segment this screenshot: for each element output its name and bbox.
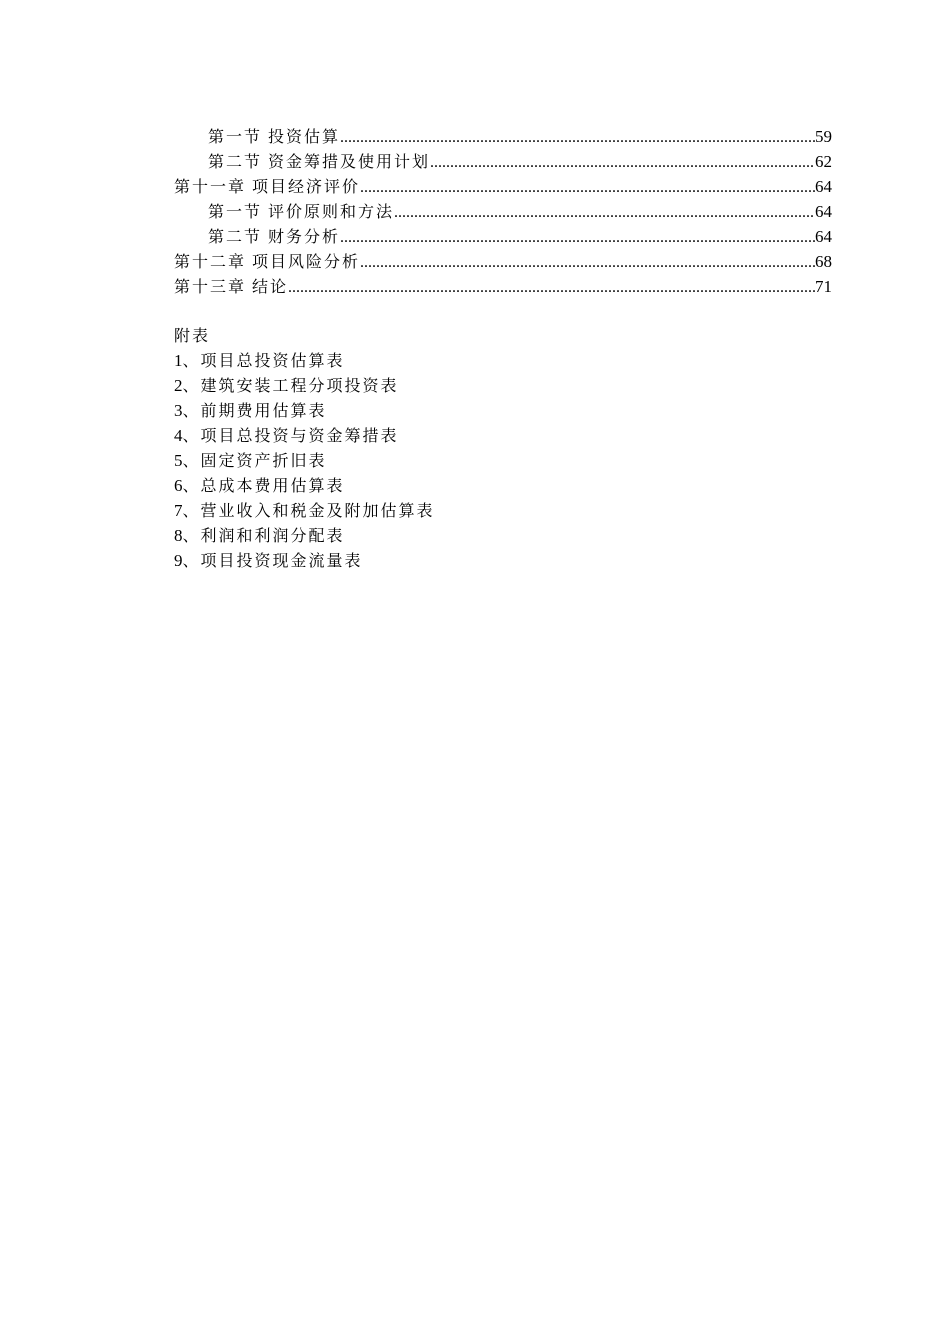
toc-entry-text: 结论 <box>252 277 289 296</box>
toc-page-number: 62 <box>815 152 832 171</box>
appendix-item-index: 2 <box>174 376 183 395</box>
toc-entry-number: 第十三章 <box>174 277 247 296</box>
toc-entry-title <box>174 174 360 199</box>
toc-entry-number: 第一节 <box>208 202 263 221</box>
toc-dot-leader <box>340 225 815 250</box>
appendix-item <box>174 548 774 573</box>
appendix-item <box>174 398 774 423</box>
appendix-item-text: 营业收入和税金及附加估算表 <box>200 501 435 520</box>
appendix-list <box>174 323 774 573</box>
appendix-item-index: 5 <box>174 451 183 470</box>
toc-entry-title <box>174 249 360 274</box>
toc-entry-text: 投资估算 <box>268 127 341 146</box>
toc-entry-number: 第一节 <box>208 127 263 146</box>
toc-dot-leader <box>360 175 815 200</box>
appendix-item-text: 项目总投资与资金筹措表 <box>200 426 399 445</box>
toc-entry-number: 第二节 <box>208 152 263 171</box>
toc-entry-title <box>208 199 394 224</box>
appendix-item-separator: 、 <box>182 501 201 520</box>
toc-entry-title <box>208 149 430 174</box>
appendix-item <box>174 348 774 373</box>
appendix-item <box>174 423 774 448</box>
appendix-item-separator: 、 <box>182 376 201 395</box>
toc-page-number: 71 <box>815 277 832 296</box>
appendix-item <box>174 523 774 548</box>
appendix-item-text: 利润和利润分配表 <box>200 526 345 545</box>
toc-entry[interactable] <box>174 274 832 299</box>
appendix-item-text: 前期费用估算表 <box>200 401 327 420</box>
toc-dot-leader <box>288 275 815 300</box>
toc-entry-text: 资金筹措及使用计划 <box>268 152 431 171</box>
toc-entry-text: 项目经济评价 <box>252 177 361 196</box>
toc-entry-title <box>208 224 340 249</box>
toc-page-number: 59 <box>815 127 832 146</box>
toc-dot-leader <box>360 250 815 275</box>
appendix-item-separator: 、 <box>182 426 201 445</box>
appendix-item-index: 7 <box>174 501 183 520</box>
appendix-item-index: 8 <box>174 526 183 545</box>
appendix-item-separator: 、 <box>182 476 201 495</box>
toc-entry[interactable] <box>174 249 832 274</box>
toc-page-number: 64 <box>815 202 832 221</box>
appendix-item-separator: 、 <box>182 351 201 370</box>
toc-entry[interactable] <box>174 124 832 149</box>
appendix-item <box>174 473 774 498</box>
appendix-item-index: 4 <box>174 426 183 445</box>
toc-entry[interactable] <box>174 199 832 224</box>
appendix-item-separator: 、 <box>182 451 201 470</box>
toc-page-number: 64 <box>815 177 832 196</box>
appendix-item-text: 固定资产折旧表 <box>200 451 327 470</box>
toc-entry-text: 财务分析 <box>268 227 341 246</box>
appendix-item-text: 项目总投资估算表 <box>200 351 345 370</box>
appendix-item-index: 6 <box>174 476 183 495</box>
appendix-item-index: 1 <box>174 351 183 370</box>
appendix-heading: 附表 <box>174 326 211 345</box>
toc-entry[interactable] <box>174 174 832 199</box>
appendix-item-text: 总成本费用估算表 <box>200 476 345 495</box>
toc-entry-number: 第二节 <box>208 227 263 246</box>
appendix-item-index: 9 <box>174 551 183 570</box>
toc-entry[interactable] <box>174 224 832 249</box>
appendix-item-text: 建筑安装工程分项投资表 <box>200 376 399 395</box>
toc-entry[interactable] <box>174 149 832 174</box>
toc-page-number: 64 <box>815 227 832 246</box>
toc-entry-title <box>174 274 288 299</box>
appendix-item <box>174 498 774 523</box>
appendix-item-separator: 、 <box>182 526 201 545</box>
toc-entry-title <box>208 124 340 149</box>
appendix-item-separator: 、 <box>182 551 201 570</box>
toc-dot-leader <box>340 125 815 150</box>
appendix-item-text: 项目投资现金流量表 <box>200 551 363 570</box>
toc-page-number: 68 <box>815 252 832 271</box>
appendix-item-separator: 、 <box>182 401 201 420</box>
toc-dot-leader <box>394 200 815 225</box>
table-of-contents <box>174 124 832 299</box>
appendix-item <box>174 448 774 473</box>
toc-dot-leader <box>430 150 815 175</box>
appendix-item-index: 3 <box>174 401 183 420</box>
toc-entry-number: 第十二章 <box>174 252 247 271</box>
toc-entry-number: 第十一章 <box>174 177 247 196</box>
appendix-item <box>174 373 774 398</box>
toc-entry-text: 项目风险分析 <box>252 252 361 271</box>
toc-entry-text: 评价原则和方法 <box>268 202 395 221</box>
